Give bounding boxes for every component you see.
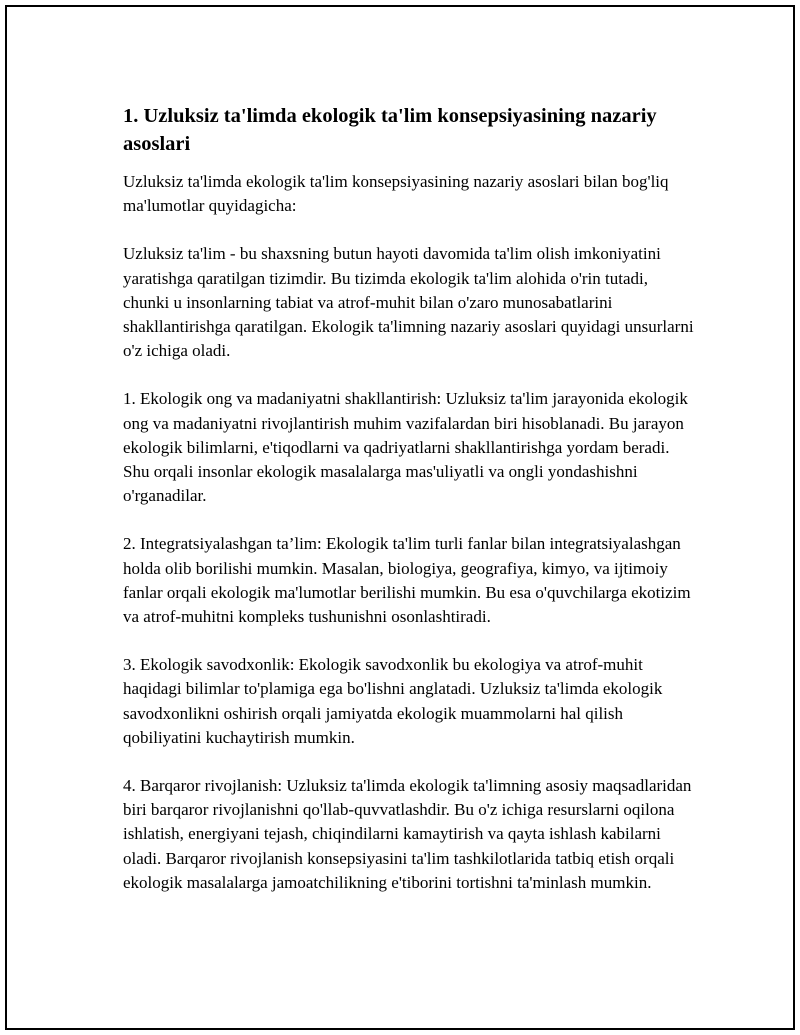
paragraph-point-2: 2. Integratsiyalashgan ta’lim: Ekologik ta'lim turli fanlar bilan integratsiyalashgan holda olib borilishi mumkin. Masalan, biologiya, geografiya, kimyo, va ijtimoiy fanlar orqali ekologik ma'lumotlar berilishi mumkin. Bu esa o'quvchilarga ekotizim va atrof-muhitni kompleks tushunishni osonlashtiradi. (123, 534, 691, 627)
document-body (123, 102, 698, 919)
document-page (5, 5, 795, 1030)
paragraph-point-1: 1. Ekologik ong va madaniyatni shakllantirish: Uzluksiz ta'lim jarayonida ekologik ong va madaniyatni rivojlantirish muhim vazifalardan biri hisoblanadi. Bu jarayon ekologik bilimlarni, e'tiqodlarni va qadriyatlarni shakllantirishga yordam beradi. Shu orqali insonlar ekologik masalalarga mas'uliyatli va ongli yondashishni o'rganadilar. (123, 389, 688, 506)
paragraph-point-3: 3. Ekologik savodxonlik: Ekologik savodxonlik bu ekologiya va atrof-muhit haqidagi bilimlar to'plamiga ega bo'lishni anglatadi. Uzluksiz ta'limda ekologik savodxonlikni oshirish orqali jamiyatda ekologik muammolarni hal qilish qobiliyatini kuchaytirish mumkin. (123, 655, 663, 747)
paragraph-definition: Uzluksiz ta'lim - bu shaxsning butun hayoti davomida ta'lim olish imkoniyatini yaratishga qaratilgan tizimdir. Bu tizimda ekologik ta'lim alohida o'rin tutadi, chunki u insonlarning tabiat va atrof-muhit bilan o'zaro munosabatlarini shakllantirishga qaratilgan. Ekologik ta'limning nazariy asoslari quyidagi unsurlarni o'z ichiga oladi. (123, 244, 694, 361)
document-title: 1. Uzluksiz ta'limda ekologik ta'lim konsepsiyasining nazariy asoslari (123, 105, 657, 155)
paragraph-intro: Uzluksiz ta'limda ekologik ta'lim konsepsiyasining nazariy asoslari bilan bog'liq ma'lumotlar quyidagicha: (123, 172, 669, 216)
paragraph-point-4: 4. Barqaror rivojlanish: Uzluksiz ta'limda ekologik ta'limning asosiy maqsadlaridan biri barqaror rivojlanishni qo'llab-quvvatlashdir. Bu o'z ichiga resurslarni oqilona ishlatish, energiyani tejash, chiqindilarni kamaytirish va qayta ishlash kabilarni oladi. Barqaror rivojlanish konsepsiyasini ta'lim tashkilotlarida tatbiq etish orqali ekologik masalalarga jamoatchilikning e'tiborini tortishni ta'minlash mumkin. (123, 776, 692, 892)
